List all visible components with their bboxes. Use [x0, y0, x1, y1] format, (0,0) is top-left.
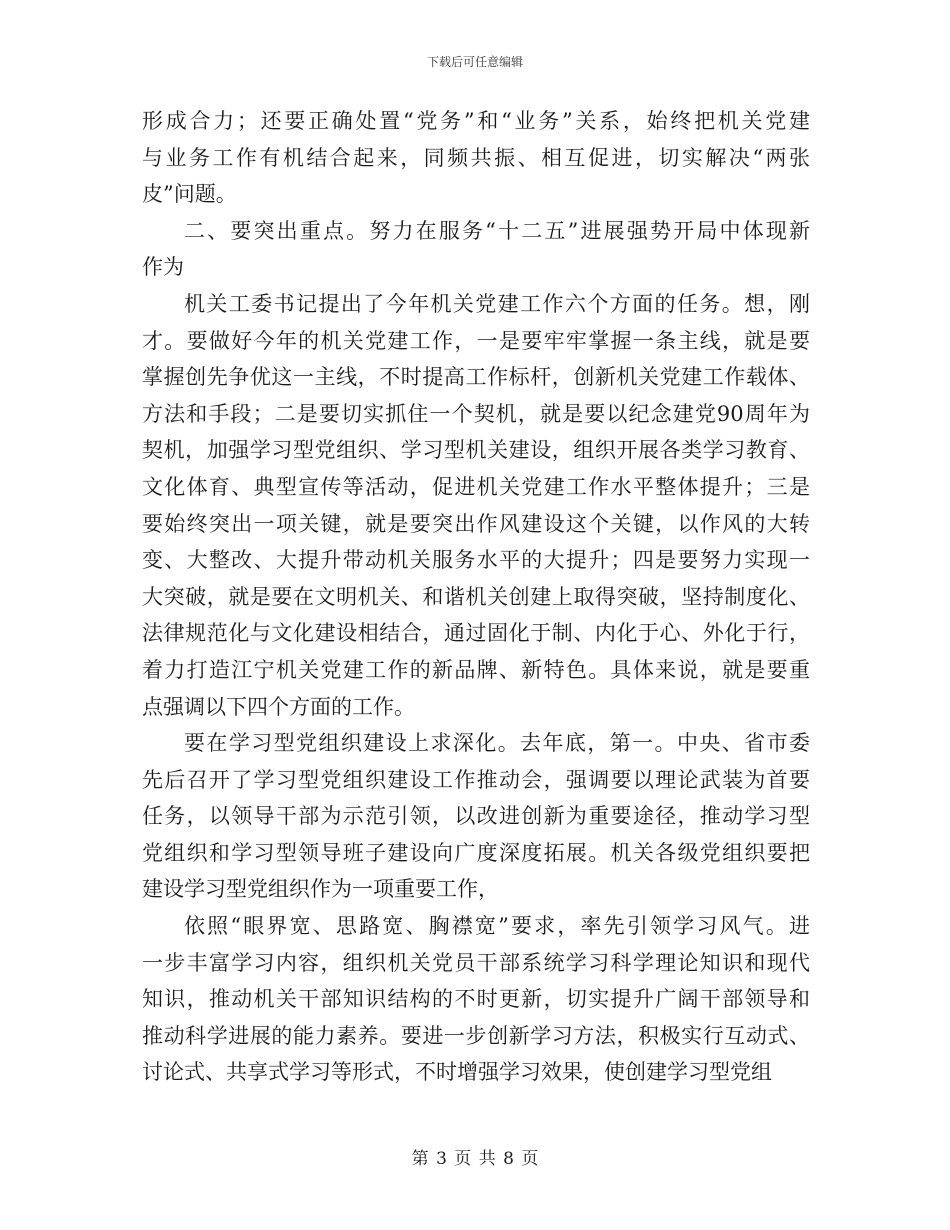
text-line: 与业务工作有机结合起来，同频共振、相互促进，切实解决“两张	[142, 145, 810, 170]
page-number-footer: 第 3 页 共 8 页	[411, 1149, 539, 1169]
text-line: 点强调以下四个方面的工作。	[142, 694, 415, 719]
text-line: 推动科学进展的能力素养。要进一步创新学习方法，积极实行互动式、	[142, 1023, 810, 1048]
text-line: 党组织和学习型领导班子建设向广度深度拓展。机关各级党组织要把	[142, 840, 810, 865]
text-line: 先后召开了学习型党组织建设工作推动会，强调要以理论武装为首要	[142, 767, 810, 792]
text-line: 要在学习型党组织建设上求深化。去年底，第一。中央、省市委	[184, 731, 810, 756]
text-line: 法律规范化与文化建设相结合，通过固化于制、内化于心、外化于行，	[142, 621, 810, 646]
text-line: 大突破，就是要在文明机关、和谐机关创建上取得突破，坚持制度化、	[142, 584, 810, 609]
text-line: 依照“眼界宽、思路宽、胸襟宽”要求，率先引领学习风气。进	[184, 914, 810, 939]
text-line: 皮”问题。	[142, 182, 237, 207]
text-line: 文化体育、典型宣传等活动，促进机关党建工作水平整体提升；三是	[142, 474, 810, 499]
text-line: 形成合力；还要正确处置“党务”和“业务”关系，始终把机关党建	[142, 109, 810, 133]
text-line: 要始终突出一项关键，就是要突出作风建设这个关键，以作风的大转	[142, 511, 810, 536]
text-line: 任务，以领导干部为示范引领，以改进创新为重要途径，推动学习型	[142, 804, 810, 829]
document-body	[142, 103, 810, 1091]
text-line: 机关工委书记提出了今年机关党建工作六个方面的任务。想，刚	[184, 291, 810, 316]
text-line: 契机，加强学习型党组织、学习型机关建设，组织开展各类学习教育、	[142, 438, 810, 463]
text-line: 变、大整改、大提升带动机关服务水平的大提升；四是要努力实现一	[142, 548, 810, 573]
text-line: 才。要做好今年的机关党建工作，一是要牢牢掌握一条主线，就是要	[142, 328, 810, 353]
text-line: 知识，推动机关干部知识结构的不时更新，切实提升广阔干部领导和	[142, 987, 810, 1012]
text-line: 作为	[142, 255, 184, 280]
text-line: 方法和手段；二是要切实抓住一个契机，就是要以纪念建党90周年为	[142, 401, 810, 426]
text-line: 掌握创先争优这一主线，不时提高工作标杆，创新机关党建工作载体、	[142, 365, 810, 390]
page-header-note: 下载后可任意编辑	[426, 55, 523, 69]
text-line: 建设学习型党组织作为一项重要工作，	[142, 877, 499, 902]
text-line: 二、要突出重点。努力在服务“十二五”进展强势开局中体现新	[184, 218, 810, 243]
text-line: 着力打造江宁机关党建工作的新品牌、新特色。具体来说，就是要重	[142, 657, 810, 682]
text-line: 一步丰富学习内容，组织机关党员干部系统学习科学理论知识和现代	[142, 950, 810, 975]
text-line: 讨论式、共享式学习等形式，不时增强学习效果，使创建学习型党组	[142, 1060, 772, 1085]
